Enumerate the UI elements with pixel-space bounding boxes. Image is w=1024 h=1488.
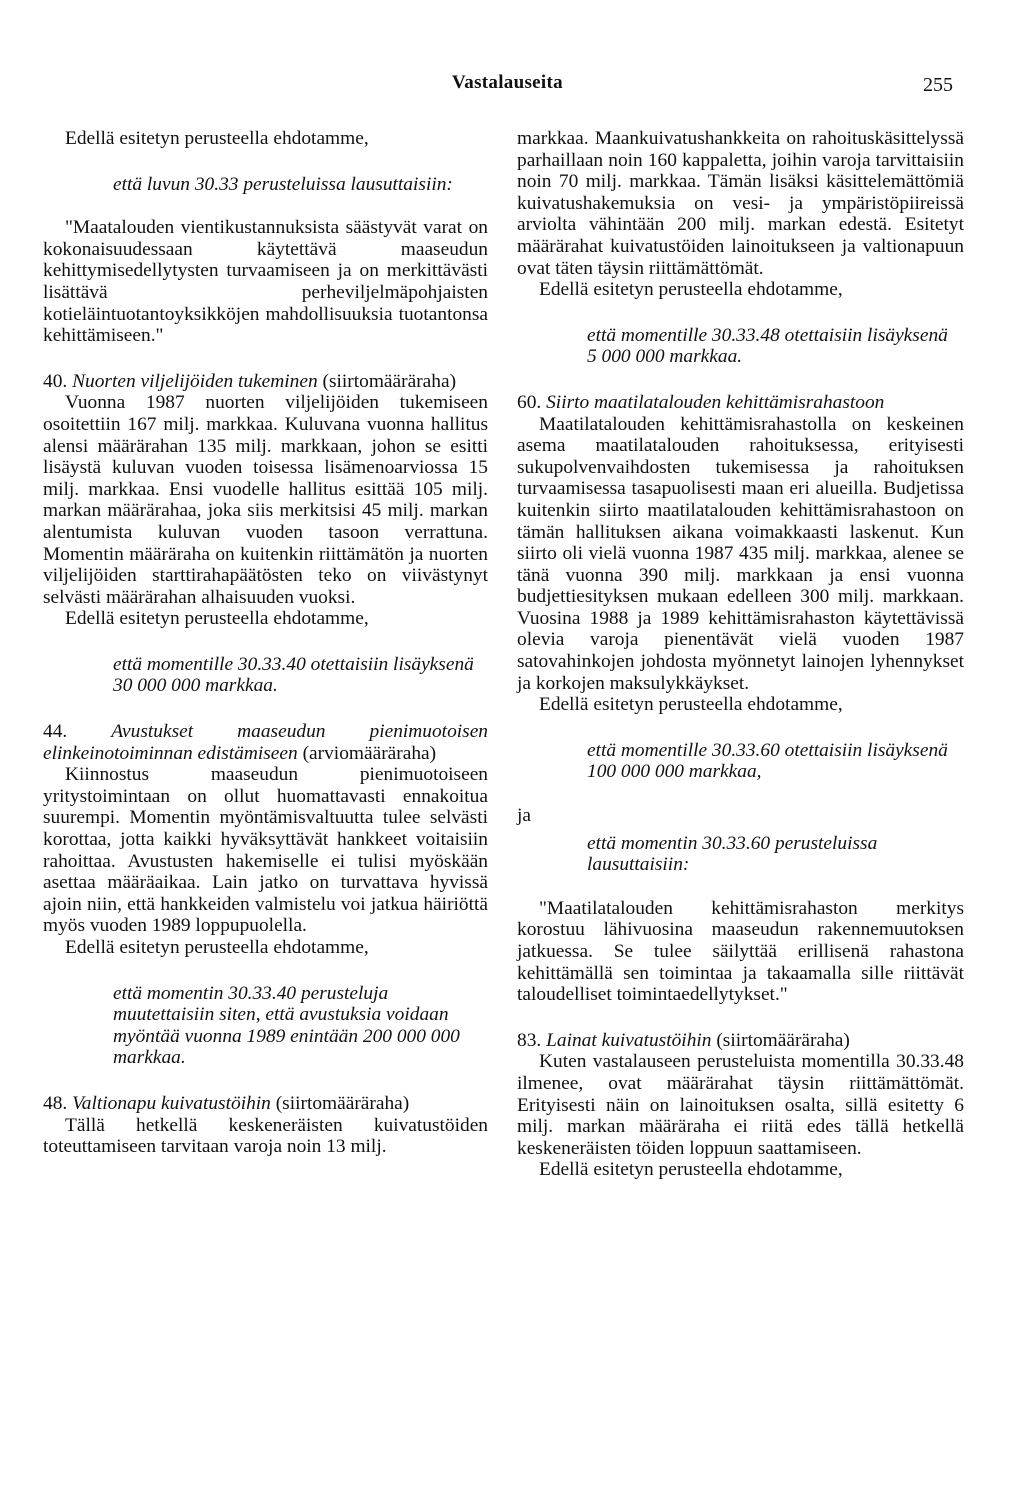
section-60-closing: Edellä esitetyn perusteella ehdotamme, bbox=[539, 694, 843, 716]
section-40-type: (siirtomääräraha) bbox=[322, 370, 457, 392]
left-column bbox=[43, 128, 488, 1158]
section-48-body: Tällä hetkellä keskeneräisten kuivatustöiden toteuttamiseen tarvitaan varoja noin 13 milj. bbox=[43, 1114, 488, 1158]
proposal-30-33-40-perustelut: että momentin 30.33.40 perusteluja muutettaisiin siten, että avustuksia voidaan myöntää vuonna 1989 enintään 200 000 000 markkaa. bbox=[113, 982, 460, 1069]
section-40-closing: Edellä esitetyn perusteella ehdotamme, bbox=[65, 608, 369, 630]
section-83-title: Lainat kuivatustöihin bbox=[546, 1029, 712, 1051]
page-number: 255 bbox=[923, 74, 953, 96]
section-44-closing: Edellä esitetyn perusteella ehdotamme, bbox=[65, 937, 369, 958]
section-40-title: Nuorten viljelijöiden tukeminen bbox=[72, 370, 318, 392]
conjunction-ja: ja bbox=[517, 805, 531, 827]
section-83-heading bbox=[517, 1030, 964, 1052]
proposal-30-33-40-addition: että momentille 30.33.40 otettaisiin lisäyksenä 30 000 000 markkaa. bbox=[113, 653, 474, 697]
section-48-number: 48. bbox=[43, 1092, 68, 1114]
section-60-body: Maatilatalouden kehittämisrahastolla on keskeinen asema maatilatalouden rahoituksessa, erityisesti sukupolvenvaihdosten tukemisessa ja rahoituksen turvaamisessa tasapuolisesti maan eri alueilla. Budjetissa kuitenkin siirto maatilatalouden kehittämisrahastoon on tämän hallituksen aikana voimakkaasti laskenut. Kun siirto oli vielä vuonna 1987 435 milj. markkaa, alenee se tänä vuonna 390 milj. markkaan ja ensi vuonna budjettiesityksen mukaan edelleen 300 milj. markkaan. Vuosina 1988 ja 1989 kehittämisrahaston käytettävissä olevia varoja pienentävät vielä vuoden 1987 satovahinkojen johdosta myönnetyt lainojen lyhennykset ja korkojen maksulykkäykset. bbox=[517, 413, 964, 694]
section-48-continuation: markkaa. Maankuivatushankkeita on rahoituskäsittelyssä parhaillaan noin 160 kappaletta, joihin varoja tarvittaisiin noin 70 milj. markkaa. Tämän lisäksi käsittelemättömiä kuivatushakemuksia on vesi- ja ympäristöpiireissä arviolta vähintään 200 milj. markan edestä. Esitetyt määrärahat kuivatustöiden lainoitukseen ja valtionapuun ovat täten täysin riittämättömät. bbox=[517, 128, 964, 279]
section-83-number: 83. bbox=[517, 1029, 542, 1051]
section-83-closing: Edellä esitetyn perusteella ehdotamme, bbox=[539, 1159, 843, 1181]
section-44-title: Avustukset maaseudun pienimuotoisen elinkeinotoiminnan edistämiseen bbox=[43, 721, 488, 764]
section-48-closing: Edellä esitetyn perusteella ehdotamme, bbox=[539, 279, 843, 301]
section-83-body: Kuten vastalauseen perusteluista momentilla 30.33.48 ilmenee, ovat määrärahat täysin riittämättömät. Erityisesti näin on lainoituksen osalta, sillä esitetty 6 milj. markan määräraha ei riitä edes tällä hetkellä keskeneräisten töiden loppuun saattamiseen. bbox=[517, 1051, 964, 1159]
section-48-heading bbox=[43, 1093, 488, 1115]
section-40-number: 40. bbox=[43, 370, 68, 392]
running-title: Vastalauseita bbox=[452, 72, 563, 93]
section-60-heading bbox=[517, 392, 964, 414]
section-44-type: (arviomääräraha) bbox=[302, 742, 437, 764]
section-48-type: (siirtomääräraha) bbox=[275, 1092, 410, 1114]
page-header bbox=[0, 72, 1024, 102]
section-60-number: 60. bbox=[517, 391, 542, 413]
section-48-title: Valtionapu kuivatustöihin bbox=[72, 1092, 271, 1114]
section-83-type: (siirtomääräraha) bbox=[716, 1029, 850, 1051]
section-44-body: Kiinnostus maaseudun pienimuotoiseen yritystoimintaan on ollut huomattavasti ennakoitua suurempi. Momentin myöntämisvaltuutta tulee selvästi korottaa, jotta kaikki hyväksyttävät hankkeet voitaisiin rahoittaa. Avustusten hakemiselle ei tulisi myöskään asettaa määräaikaa. Lain jatko on turvattava hyvissä ajoin niin, että hankkeiden valmistelu voi jatkua häiriöttä myös vuoden 1989 loppupuolella. bbox=[43, 764, 488, 937]
section-40-heading bbox=[43, 371, 488, 393]
quote-section-60: "Maatilatalouden kehittämisrahaston merkitys korostuu lähivuosina maaseudun rakennemuutoksen jatkuessa. Se tulee säilyttää erillisenä rahastona kehittämällä sen toimintaa ja takaamalla sille riittävät taloudelliset toimintaedellytykset." bbox=[517, 897, 964, 1006]
right-column bbox=[517, 128, 964, 1181]
section-44-heading bbox=[43, 721, 488, 764]
section-40-body: Vuonna 1987 nuorten viljelijöiden tukemiseen osoitettiin 167 milj. markkaa. Kuluvana vuonna hallitus alensi määrärahan 135 milj. markkaan, johon se esitti lisäystä kuluvan vuoden toisessa lisämenoarviossa 15 milj. markkaa. Ensi vuodelle hallitus esittää 105 milj. markan määrärahaa, joka siis merkitsisi 45 milj. markan alentumista kuluvan vuoden tasoon verrattuna. Momentin määräraha on kuitenkin riittämätön ja nuorten viljelijöiden starttirahapäätösten teko on viivästynyt selvästi määrärahan alhaisuuden vuoksi. bbox=[43, 392, 488, 608]
proposal-30-33-60-addition: että momentille 30.33.60 otettaisiin lisäyksenä 100 000 000 markkaa, bbox=[587, 739, 948, 783]
proposal-30-33-60-perustelut: että momentin 30.33.60 perusteluissa lausuttaisiin: bbox=[587, 832, 878, 876]
quote-chapter-30-33: "Maatalouden vientikustannuksista säästyvät varat on kokonaisuudessaan käytettävä maaseudun kehittymisedellytysten turvaamiseen ja on merkittävästi lisättävä perheviljelmäpohjaisten kotieläintuotantoyksikköjen mahdollisuuksia tuotantonsa kehittämiseen." bbox=[43, 217, 488, 347]
intro-paragraph: Edellä esitetyn perusteella ehdotamme, bbox=[65, 128, 369, 149]
proposal-30-33-48: että momentille 30.33.48 otettaisiin lisäyksenä 5 000 000 markkaa. bbox=[587, 324, 948, 368]
section-60-title: Siirto maatilatalouden kehittämisrahastoon bbox=[546, 391, 885, 413]
section-44-number: 44. bbox=[43, 721, 68, 743]
proposal-chapter-30-33: että luvun 30.33 perusteluissa lausuttaisiin: bbox=[113, 173, 453, 195]
